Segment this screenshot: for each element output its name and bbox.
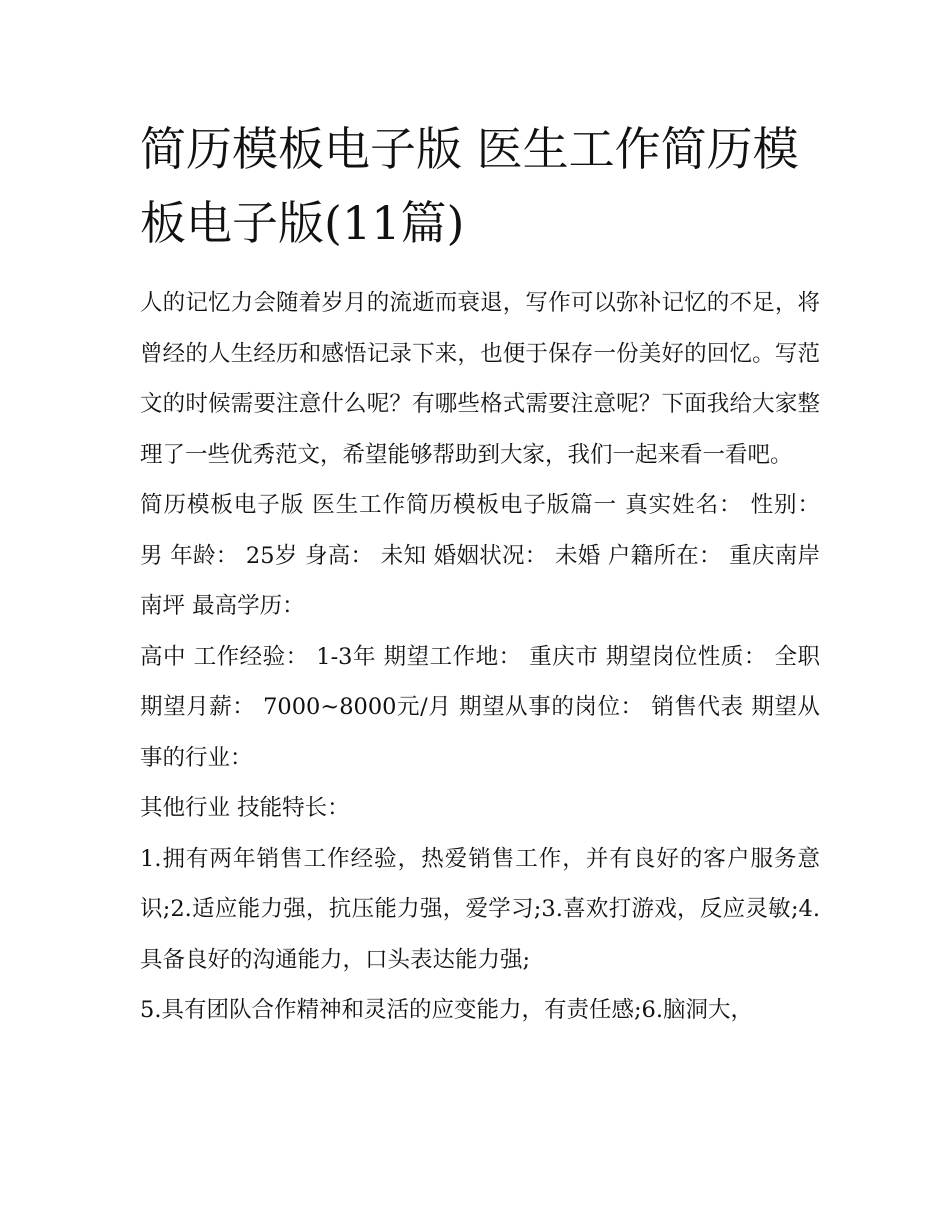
- resume-job-expectation-paragraph: 高中 工作经验： 1-3年 期望工作地： 重庆市 期望岗位性质： 全职 期望月薪： 7000~8000元/月 期望从事的岗位： 销售代表 期望从事的行业：: [140, 643, 820, 771]
- resume-skills-continued-paragraph: 5.具有团队合作精神和灵活的应变能力，有责任感;6.脑洞大，: [140, 997, 754, 1023]
- document-title: 简历模板电子版 医生工作简历模板电子版(11篇): [140, 122, 799, 250]
- intro-paragraph: 人的记忆力会随着岁月的流逝而衰退，写作可以弥补记忆的不足，将曾经的人生经历和感悟记录下来，也便于保存一份美好的回忆。写范文的时候需要注意什么呢？有哪些格式需要注意呢？下面我给大家整理了一些优秀范文，希望能够帮助到大家，我们一起来看一看吧。: [140, 290, 820, 468]
- resume-basic-info-paragraph: 简历模板电子版 医生工作简历模板电子版篇一 真实姓名： 性别： 男 年龄： 25岁 身高： 未知 婚姻状况： 未婚 户籍所在： 重庆南岸南坪 最高学历：: [140, 492, 820, 619]
- resume-skills-list-paragraph: 1.拥有两年销售工作经验，热爱销售工作，并有良好的客户服务意识;2.适应能力强，抗压能力强，爱学习;3.喜欢打游戏，反应灵敏;4.具备良好的沟通能力，口头表达能力强;: [140, 845, 820, 973]
- document-body: [140, 278, 820, 1036]
- resume-skills-heading-paragraph: 其他行业 技能特长：: [140, 795, 350, 821]
